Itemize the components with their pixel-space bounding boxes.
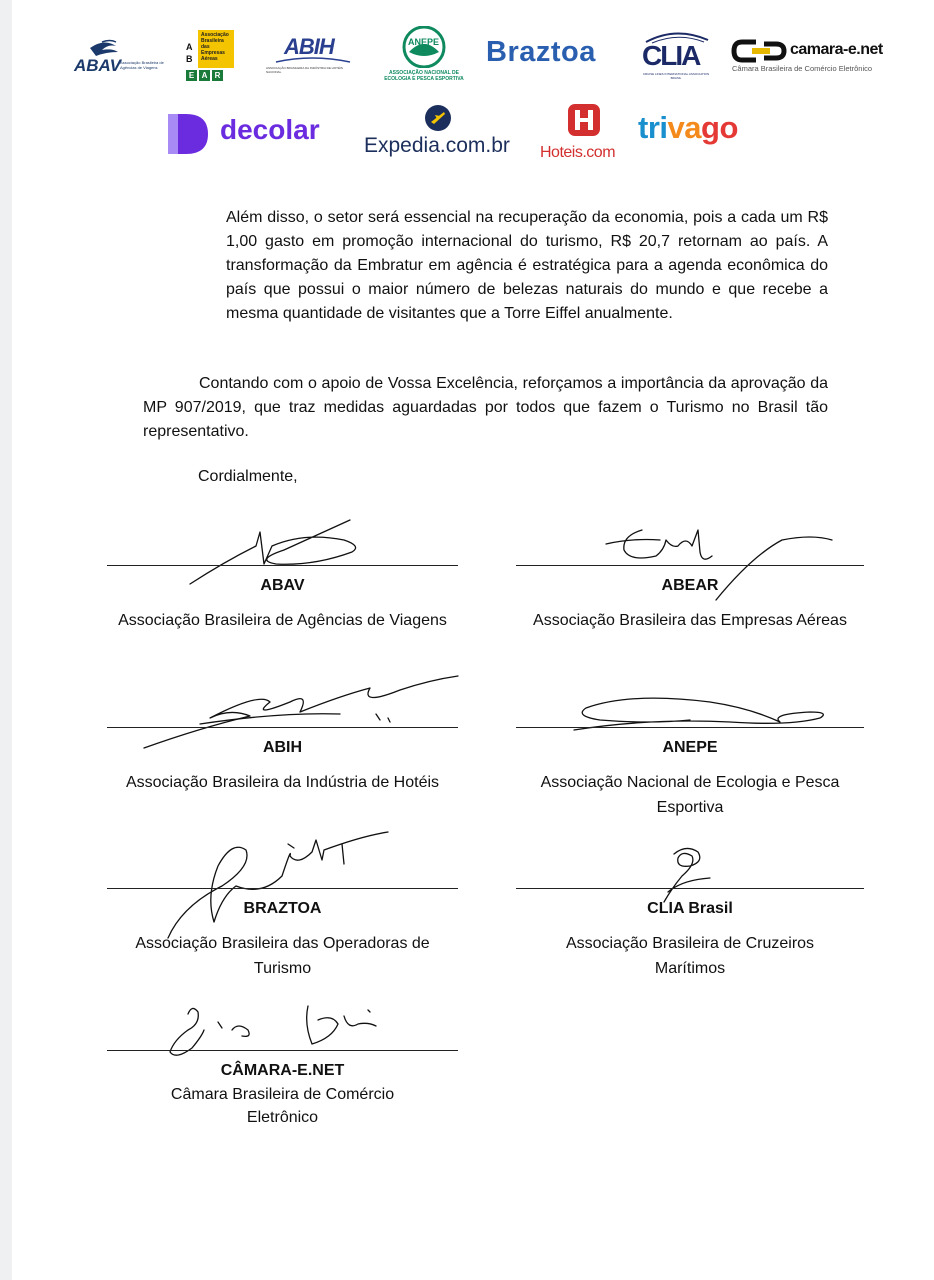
abav-logo [72,36,164,76]
expedia-logo [362,104,518,164]
signatory-fullname-abav: Associação Brasileira de Agências de Viagens [118,612,447,629]
abear-desc-line: Empresas [201,50,225,56]
body-paragraph-1: Além disso, o setor será essencial na recuperação da economia, pois a cada um R$ 1,00 gasto em promoção internacional do turismo, R$ 20,7 retornam ao país. A transformação da Embratur em agência é estratégica para a agenda econômica do país que possui o maior número de belezas naturais do mundo e que recebe a mesma quantidade de visitantes que a Torre Eiffel anualmente. [226,209,828,322]
signature-line [516,888,864,889]
signatory-org-camara: CÂMARA-E.NET [220,1062,345,1079]
signatory-fullname-clia: Associação Brasileira de Cruzeiros Marítimos [565,935,815,977]
braztoa-logo [486,36,612,72]
abear-letter-b: B [186,54,193,64]
abear-description [201,32,229,62]
trivago-letter: a [684,110,702,145]
abih-swoosh-icon [266,56,358,66]
abih-logo [266,34,358,74]
abear-letter-a2: A [199,70,210,81]
abear-desc-line: Aéreas [201,56,218,62]
anepe-wordmark: ANEPE [408,37,440,47]
anepe-logo [384,26,464,84]
decolar-logo [166,110,342,158]
signatory-org-abih: ABIH [262,739,303,756]
signatory-org-braztoa: BRAZTOA [243,900,322,917]
signature-line [107,888,458,889]
abav-subtitle: Associação Brasileira de Agências de Viagens [120,60,164,70]
signatory-org-abear: ABEAR [661,577,719,594]
camara-subtitle: Câmara Brasileira de Comércio Eletrônico [732,64,873,73]
braztoa-signature-icon [162,826,402,946]
decolar-wordmark: decolar [220,114,320,145]
hotels-h-icon [566,102,602,138]
camara-signature-icon [162,994,392,1064]
signatory-fullname-braztoa: Associação Brasileira das Operadoras de Turismo [135,935,430,977]
abear-letter-a: A [186,42,193,52]
trivago-letter: v [667,110,685,145]
anepe-signature-icon [570,688,830,738]
abih-subtitle: ASSOCIAÇÃO BRASILEIRA DA INDÚSTRIA DE HOTÉIS NACIONAL [266,66,343,74]
trivago-letter: i [659,110,668,145]
trivago-wordmark-text [638,110,738,145]
signatory-fullname-abear: Associação Brasileira das Empresas Aéreas [533,612,847,629]
closing-salutation: Cordialmente, [198,468,298,485]
abear-letter-e: E [186,70,197,81]
trivago-letter: g [701,110,720,145]
abear-logo [184,30,236,82]
signatory-org-clia: CLIA Brasil [647,900,733,917]
trivago-letter: t [638,110,648,145]
anepe-subtitle: ASSOCIAÇÃO NACIONAL DE ECOLOGIA E PESCA ESPORTIVA [384,70,464,82]
signatory-org-anepe: ANEPE [662,739,718,756]
trivago-logo [638,110,752,150]
hoteis-com-logo [538,102,630,164]
signature-line [107,727,458,728]
camara-e-net-logo [730,38,883,74]
signature-line [107,1050,458,1051]
signature-line [516,727,864,728]
expedia-wordmark: Expedia.com.br [364,134,510,157]
clia-subtitle: CRUISE LINES INTERNATIONAL ASSOCIATION BRASIL [642,72,710,80]
abih-wordmark: ABIH [284,34,334,59]
trivago-letter: r [647,110,660,145]
abear-desc-line: das [201,44,210,50]
abear-desc-line: Brasileira [201,38,224,44]
abear-letter-r: R [212,70,223,81]
abav-wordmark: ABAV [74,56,121,75]
signature-line [107,565,458,566]
camara-wordmark: camara-e.net [790,41,883,58]
anepe-fish-emblem-icon [401,26,447,68]
document-page [12,0,934,1280]
trivago-letter: o [719,110,738,145]
camara-plug-icon [730,38,788,64]
signatory-fullname-camara: Câmara Brasileira de Comércio Eletrônico [170,1086,395,1126]
expedia-plane-icon [424,104,452,132]
clia-logo [638,30,714,82]
signatory-fullname-anepe: Associação Nacional de Ecologia e Pesca Esportiva [540,774,840,816]
signatory-fullname-abih: Associação Brasileira da Indústria de Hotéis [125,774,440,791]
trivago-wordmark [638,110,738,146]
body-paragraph-2 [143,372,828,444]
signature-line [516,565,864,566]
signatory-org-abav: ABAV [260,577,305,594]
decolar-d-icon [166,112,210,156]
clia-wordmark: CLIA [642,40,700,71]
braztoa-wordmark: Braztoa [486,36,596,68]
abear-desc-line: Associação [201,32,229,38]
body-paragraph-2-text: Contando com o apoio de Vossa Excelência, reforçamos a importância da aprovação da MP 907/2019, que traz medidas aguardadas por todos que fazem o Turismo no Brasil tão representativo. [143,375,828,440]
hoteis-wordmark: Hoteis.com [540,144,616,161]
